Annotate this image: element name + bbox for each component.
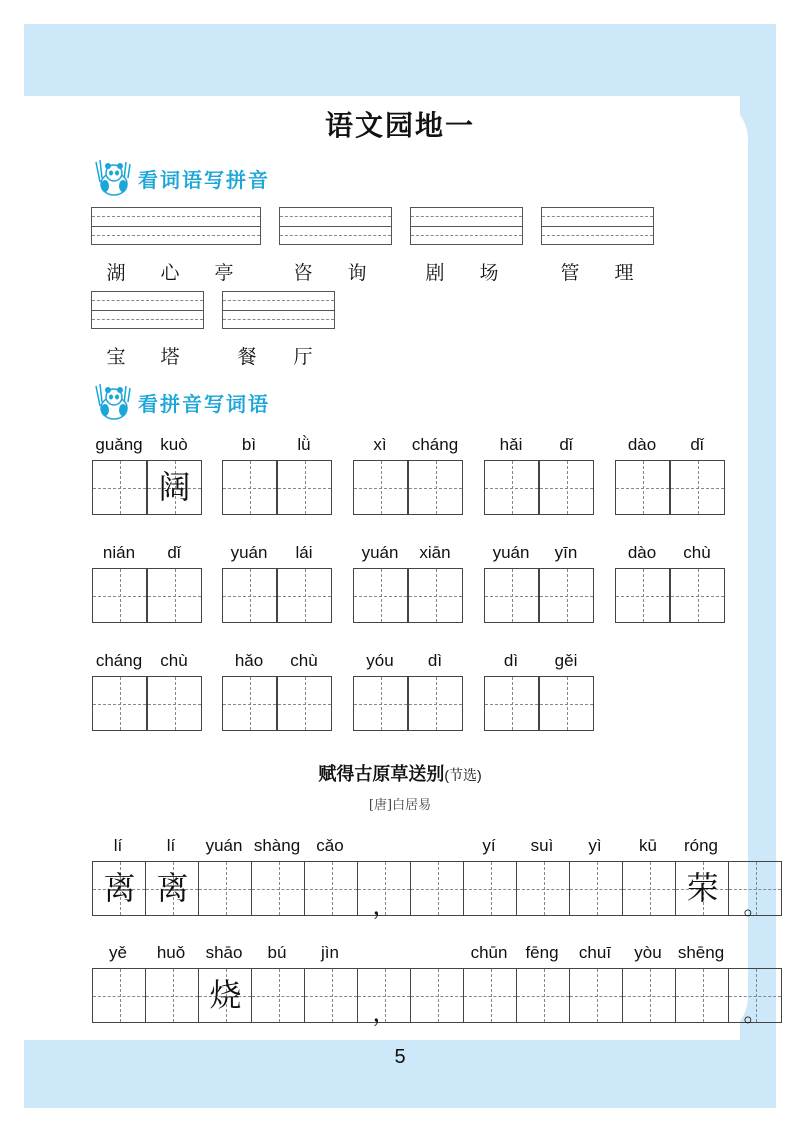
writing-grid-cell[interactable] <box>539 568 594 623</box>
poem-pinyin: yí <box>482 836 496 855</box>
poem-pinyin: jìn <box>321 943 339 962</box>
poem-pinyin: yě <box>109 943 127 962</box>
pinyin-label: gěi <box>554 651 578 670</box>
pinyin-label: dào <box>627 543 657 562</box>
given-character <box>409 677 462 730</box>
section-label: 看拼音写词语 <box>138 391 270 416</box>
given-character <box>148 677 201 730</box>
pinyin-label: xì <box>373 435 387 454</box>
pinyin-label: nián <box>102 543 136 562</box>
section-header-pinyin-writing <box>92 158 270 198</box>
poem-given-character: 离 <box>103 869 136 907</box>
poem-grid-cell[interactable] <box>675 968 729 1023</box>
word-character: 湖 <box>106 262 126 284</box>
pinyin-label: chù <box>160 651 188 670</box>
poem-punctuation: ， <box>372 999 397 1027</box>
pinyin-label: dǐ <box>167 543 181 562</box>
word-character: 厅 <box>293 346 313 368</box>
poem-grid-cell[interactable] <box>463 861 517 916</box>
pinyin-label: hǎo <box>234 651 264 670</box>
pinyin-label: chù <box>683 543 711 562</box>
given-character <box>278 677 331 730</box>
pinyin-label: dì <box>503 651 519 670</box>
panda-bamboo-icon <box>92 158 136 198</box>
poem-given-character: 荣 <box>686 869 719 907</box>
poem-grid-cell[interactable] <box>92 861 146 916</box>
poem-grid-cell[interactable] <box>357 968 411 1027</box>
writing-grid-cell[interactable] <box>484 460 539 515</box>
poem-grid-cell[interactable] <box>145 968 199 1023</box>
given-character <box>409 569 462 622</box>
given-character <box>671 569 724 622</box>
given-character <box>278 569 331 622</box>
poem-given-character <box>676 969 729 1022</box>
writing-grid-cell[interactable] <box>484 568 539 623</box>
writing-grid-cell[interactable] <box>222 460 277 515</box>
poem-given-character <box>464 862 517 915</box>
writing-grid-cell[interactable] <box>147 676 202 731</box>
poem-given-character: 离 <box>156 869 189 907</box>
poem-pinyin: bú <box>267 943 287 962</box>
poem-author: [唐]白居易 <box>368 798 432 813</box>
writing-grid-cell[interactable] <box>408 460 463 515</box>
poem-punctuation: 。 <box>743 892 768 920</box>
given-character <box>93 677 146 730</box>
word-character: 心 <box>160 262 180 284</box>
poem-given-character <box>623 862 676 915</box>
word-character: 塔 <box>160 346 180 368</box>
given-character <box>223 569 276 622</box>
word-character: 亭 <box>214 262 234 284</box>
pinyin-label: xiān <box>419 543 451 562</box>
word-character: 剧 <box>425 262 445 284</box>
poem-grid-cell[interactable] <box>92 968 146 1023</box>
writing-grid-cell[interactable] <box>92 568 147 623</box>
poem-subtitle: (节选) <box>444 767 482 783</box>
given-character <box>540 677 593 730</box>
poem-pinyin: cǎo <box>316 836 344 855</box>
writing-grid-cell[interactable] <box>147 568 202 623</box>
poem-given-character <box>517 969 570 1022</box>
pinyin-label: yuán <box>230 543 268 562</box>
poem-pinyin: róng <box>683 836 719 855</box>
given-character <box>485 677 538 730</box>
pinyin-label: guǎng <box>95 435 143 454</box>
poem-punctuation: 。 <box>743 999 768 1027</box>
poem-given-character <box>464 969 517 1022</box>
writing-grid-cell[interactable] <box>484 676 539 731</box>
poem-grid-cell[interactable] <box>357 861 411 920</box>
poem-grid-cell[interactable] <box>622 861 676 916</box>
given-character <box>354 461 407 514</box>
poem-given-character <box>517 862 570 915</box>
given-character <box>540 461 593 514</box>
panda-bamboo-icon <box>92 382 136 422</box>
pinyin-label: yuán <box>361 543 399 562</box>
given-character <box>278 461 331 514</box>
poem-grid-cell[interactable] <box>516 968 570 1023</box>
given-character <box>223 461 276 514</box>
given-character <box>671 461 724 514</box>
writing-grid-cell[interactable] <box>615 568 670 623</box>
writing-grid-cell[interactable] <box>353 568 408 623</box>
poem-title-text: 赋得古原草送别 <box>318 764 445 784</box>
given-character <box>223 677 276 730</box>
word-character: 询 <box>347 262 367 284</box>
pinyin-label: yóu <box>366 651 394 670</box>
writing-grid-cell[interactable] <box>222 676 277 731</box>
writing-grid-cell[interactable] <box>277 460 332 515</box>
poem-grid-cell[interactable] <box>304 861 358 916</box>
writing-grid-cell[interactable] <box>408 676 463 731</box>
word-character: 场 <box>479 262 499 284</box>
word-character: 管 <box>560 262 580 284</box>
poem-grid-cell[interactable] <box>622 968 676 1023</box>
poem-pinyin: yì <box>588 836 602 855</box>
writing-grid-cell[interactable] <box>92 460 147 515</box>
given-character: 阔 <box>158 468 191 506</box>
given-character <box>616 569 669 622</box>
given-character <box>485 569 538 622</box>
pinyin-label: dǐ <box>559 435 573 454</box>
word-character: 宝 <box>106 346 126 368</box>
poem-title <box>0 760 800 786</box>
pinyin-answer-box[interactable] <box>91 207 261 245</box>
pinyin-label: yīn <box>554 543 578 562</box>
poem-punctuation: ， <box>372 892 397 920</box>
writing-grid-cell[interactable] <box>539 460 594 515</box>
writing-grid-cell[interactable] <box>222 568 277 623</box>
top-border-band <box>24 24 776 96</box>
poem-given-character <box>146 969 199 1022</box>
writing-grid-cell[interactable] <box>277 676 332 731</box>
poem-pinyin: suì <box>530 836 554 855</box>
word-character: 餐 <box>237 346 257 368</box>
pinyin-label: dào <box>627 435 657 454</box>
poem-grid-cell[interactable] <box>198 968 252 1023</box>
poem-grid-cell[interactable] <box>516 861 570 916</box>
pinyin-answer-box[interactable] <box>222 291 335 329</box>
pinyin-answer-box[interactable] <box>91 291 204 329</box>
writing-grid-cell[interactable] <box>353 676 408 731</box>
poem-pinyin: chuī <box>578 943 612 962</box>
poem-grid-cell[interactable] <box>410 968 464 1023</box>
given-character <box>485 461 538 514</box>
pinyin-label: dǐ <box>690 435 704 454</box>
pinyin-answer-box[interactable] <box>410 207 523 245</box>
writing-grid-cell[interactable] <box>539 676 594 731</box>
writing-grid-cell[interactable] <box>277 568 332 623</box>
poem-given-character <box>570 969 623 1022</box>
writing-grid-cell[interactable] <box>92 676 147 731</box>
poem-pinyin: shēng <box>677 943 725 962</box>
writing-grid-cell[interactable] <box>615 460 670 515</box>
given-character <box>354 677 407 730</box>
poem-grid-cell[interactable] <box>569 968 623 1023</box>
poem-given-character <box>252 862 305 915</box>
poem-pinyin: yuán <box>205 836 243 855</box>
word-character: 咨 <box>293 262 313 284</box>
poem-pinyin: kū <box>639 836 657 855</box>
poem-grid-cell[interactable] <box>251 968 305 1023</box>
poem-pinyin: fēng <box>525 943 559 962</box>
poem-pinyin: shāo <box>205 943 243 962</box>
poem-given-character <box>93 969 146 1022</box>
given-character <box>148 569 201 622</box>
given-character <box>93 569 146 622</box>
page-number: 5 <box>394 1046 406 1068</box>
writing-grid-cell[interactable] <box>353 460 408 515</box>
poem-given-character <box>623 969 676 1022</box>
given-character <box>409 461 462 514</box>
poem-pinyin: lí <box>113 836 123 855</box>
given-character <box>540 569 593 622</box>
pinyin-label: bì <box>241 435 257 454</box>
poem-given-character <box>199 862 252 915</box>
writing-grid-cell[interactable] <box>670 460 725 515</box>
poem-given-character <box>305 862 358 915</box>
pinyin-label: kuò <box>160 435 188 454</box>
pinyin-answer-box[interactable] <box>541 207 654 245</box>
given-character <box>93 461 146 514</box>
poem-pinyin: chūn <box>470 943 508 962</box>
pinyin-answer-box[interactable] <box>279 207 392 245</box>
word-character: 理 <box>614 262 634 284</box>
poem-given-character <box>411 969 464 1022</box>
pinyin-label: cháng <box>411 435 459 454</box>
poem-given-character: 烧 <box>209 976 242 1014</box>
poem-grid-cell[interactable] <box>463 968 517 1023</box>
writing-grid-cell[interactable] <box>408 568 463 623</box>
poem-grid-cell[interactable] <box>728 968 782 1027</box>
poem-given-character <box>411 862 464 915</box>
poem-grid-cell[interactable] <box>304 968 358 1023</box>
poem-grid-cell[interactable] <box>675 861 729 916</box>
poem-given-character <box>305 969 358 1022</box>
pinyin-label: chù <box>290 651 318 670</box>
poem-grid-cell[interactable] <box>410 861 464 916</box>
poem-grid-cell[interactable] <box>251 861 305 916</box>
given-character <box>616 461 669 514</box>
poem-given-character <box>252 969 305 1022</box>
pinyin-label: yuán <box>492 543 530 562</box>
poem-pinyin: huǒ <box>156 943 186 962</box>
poem-grid-cell[interactable] <box>728 861 782 920</box>
poem-grid-cell[interactable] <box>569 861 623 916</box>
poem-pinyin: shàng <box>253 836 301 855</box>
pinyin-label: lái <box>295 543 313 562</box>
pinyin-label: hǎi <box>499 435 523 454</box>
pinyin-label: cháng <box>95 651 143 670</box>
poem-given-character <box>570 862 623 915</box>
poem-grid-cell[interactable] <box>198 861 252 916</box>
section-label: 看词语写拼音 <box>138 167 270 192</box>
page-title: 语文园地一 <box>324 109 475 142</box>
poem-pinyin: yòu <box>634 943 662 962</box>
poem-grid-cell[interactable] <box>145 861 199 916</box>
writing-grid-cell[interactable] <box>147 460 202 515</box>
section-header-character-writing <box>92 382 270 422</box>
poem-pinyin: lí <box>166 836 176 855</box>
pinyin-label: lǜ <box>297 435 311 454</box>
pinyin-label: dì <box>427 651 443 670</box>
given-character <box>354 569 407 622</box>
writing-grid-cell[interactable] <box>670 568 725 623</box>
